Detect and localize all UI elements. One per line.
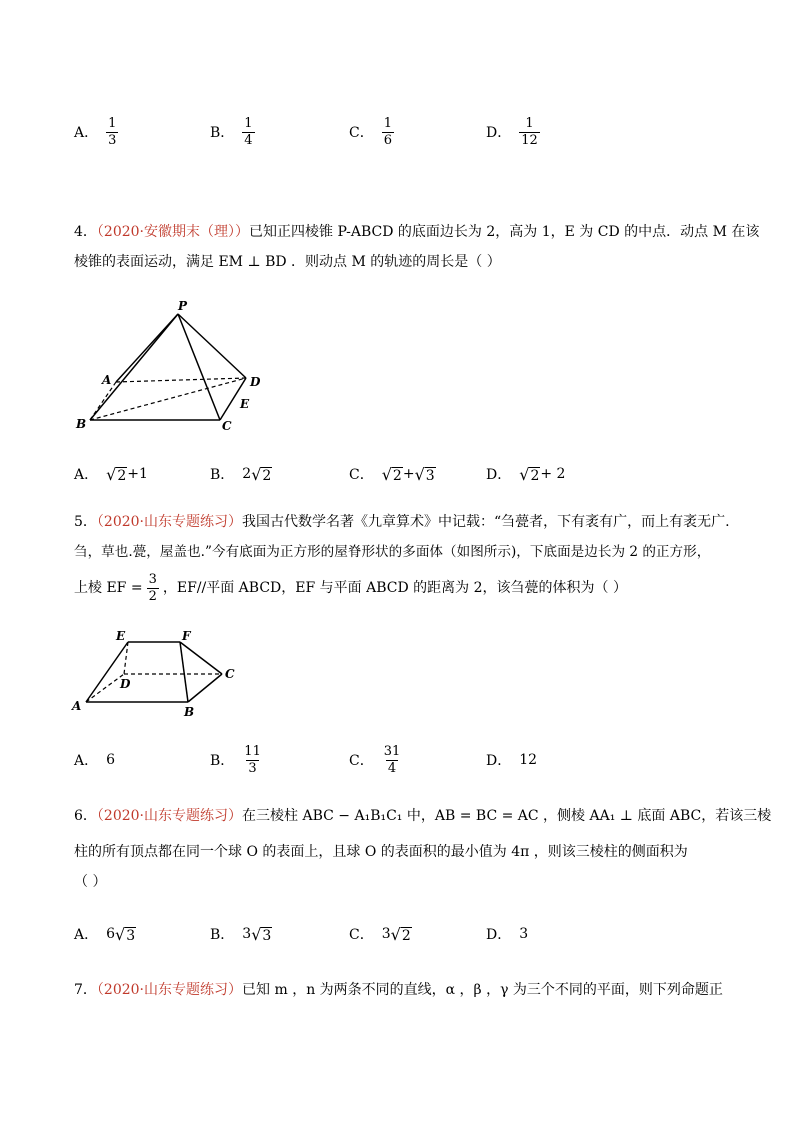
fraction: $\frac{1}{3}$ bbox=[108, 115, 117, 148]
q7-line1: 7．（2020·山东专题练习）已知 m ，n 为两条不同的直线，α ，β ，γ 为三个不同的平面，则下列命题正 bbox=[74, 982, 723, 998]
q3-option-c: C． $\frac{1}{6}$ bbox=[349, 115, 392, 148]
q5-line3: 上棱 EF = $\frac{3}{2}$ ，EF//平面 ABCD，EF 与平面 ABCD 的距离为 2，该刍甍的体积为（ ） bbox=[74, 571, 627, 604]
fraction: $\frac{31}{4}$ bbox=[383, 743, 401, 776]
q3-options bbox=[74, 110, 754, 154]
q5-options bbox=[74, 738, 754, 782]
q5-option-c: C． $\frac{31}{4}$ bbox=[349, 743, 401, 776]
q4-label-d: D bbox=[250, 375, 261, 389]
q4-label-e: E bbox=[240, 397, 250, 411]
q3-option-a: A． $\frac{1}{3}$ bbox=[74, 115, 117, 148]
q4-options bbox=[74, 452, 754, 496]
q5-label-e: E bbox=[116, 629, 126, 643]
q5-label-a: A bbox=[72, 699, 82, 713]
q4-line1 bbox=[74, 222, 759, 242]
radical: √ 2 bbox=[381, 464, 402, 484]
q6-number: 6． bbox=[74, 808, 97, 824]
q6-option-d: D． 3 bbox=[486, 926, 529, 943]
q4-option-d: D． √ 2 + 2 bbox=[486, 464, 566, 484]
radical: √ 3 bbox=[414, 464, 435, 484]
fraction: $\frac{1}{6}$ bbox=[383, 115, 392, 148]
q4-label-p: P bbox=[178, 299, 188, 313]
q4-label-b: B bbox=[76, 417, 87, 431]
q5-label-b: B bbox=[184, 705, 195, 719]
q6-option-a: A． 6 √ 3 bbox=[74, 924, 136, 944]
radical: √ 2 bbox=[519, 464, 540, 484]
q5-line1: 5．（2020·山东专题练习）我国古代数学名著《九章算术》中记载：“刍甍者，下有袤有广，而上有袤无广. bbox=[74, 514, 730, 530]
radical: √ 2 bbox=[251, 464, 272, 484]
q6-source: （2020·山东专题练习） bbox=[96, 808, 243, 824]
q6-options bbox=[74, 912, 754, 956]
q3-option-d: D． $\frac{1}{12}$ bbox=[486, 115, 538, 148]
q4-source: （2020·安徽期末（理）） bbox=[96, 224, 250, 240]
q4-label-a: A bbox=[102, 373, 112, 387]
q6-line2: 柱的所有顶点都在同一个球 O 的表面上，且球 O 的表面积的最小值为 4π ，则该三棱柱的侧面积为 bbox=[74, 844, 688, 860]
q4-option-a: A． √ 2 +1 bbox=[74, 464, 148, 484]
q7-number: 7． bbox=[74, 982, 97, 998]
q5-source: （2020·山东专题练习） bbox=[96, 514, 243, 530]
q5-label-d: D bbox=[120, 677, 131, 691]
q4-option-b: B． 2 √ 2 bbox=[210, 464, 272, 484]
q6-option-b: B． 3 √ 3 bbox=[210, 924, 272, 944]
q6-option-c: C． 3 √ 2 bbox=[349, 924, 411, 944]
radical: √ 3 bbox=[251, 924, 272, 944]
fraction: $\frac{11}{3}$ bbox=[244, 743, 261, 776]
q6-line3: （ ） bbox=[74, 874, 107, 890]
q4-number: 4． bbox=[74, 224, 97, 240]
q4-text1: 已知正四棱锥 P-ABCD 的底面边长为 2，高为 1，E 为 CD 的中点．动点 M 在该 bbox=[249, 224, 760, 240]
fraction: $\frac{1}{12}$ bbox=[521, 115, 538, 148]
q3-option-b: B． $\frac{1}{4}$ bbox=[210, 115, 253, 148]
q6-line1: 6．（2020·山东专题练习）在三棱柱 ABC − A₁B₁C₁ 中，AB = BC = AC ，侧棱 AA₁ ⊥ 底面 ABC，若该三棱 bbox=[74, 808, 772, 824]
q4-pyramid-figure bbox=[70, 296, 270, 436]
q7-source: （2020·山东专题练习） bbox=[96, 982, 243, 998]
q4-label-c: C bbox=[222, 419, 232, 433]
q5-label-f: F bbox=[182, 629, 191, 643]
radical: √ 3 bbox=[115, 924, 136, 944]
q5-option-b: B． $\frac{11}{3}$ bbox=[210, 743, 261, 776]
q5-line2: 刍，草也.甍，屋盖也.”今有底面为正方形的屋脊形状的多面体（如图所示)，下底面是边长为 2 的正方形， bbox=[74, 544, 711, 560]
q5-number: 5． bbox=[74, 514, 97, 530]
radical: √ 2 bbox=[106, 464, 127, 484]
fraction: $\frac{3}{2}$ bbox=[148, 571, 157, 604]
q5-option-d: D． 12 bbox=[486, 752, 538, 769]
q5-label-c: C bbox=[225, 667, 235, 681]
radical: √ 2 bbox=[390, 924, 411, 944]
q5-option-a: A． 6 bbox=[74, 752, 116, 769]
fraction: $\frac{1}{4}$ bbox=[244, 115, 253, 148]
q4-option-c: C． √ 2 + √ 3 bbox=[349, 464, 435, 484]
q5-roof-figure bbox=[68, 626, 248, 722]
q4-line2: 棱锥的表面运动，满足 EM ⊥ BD ．则动点 M 的轨迹的周长是（ ） bbox=[74, 254, 501, 270]
